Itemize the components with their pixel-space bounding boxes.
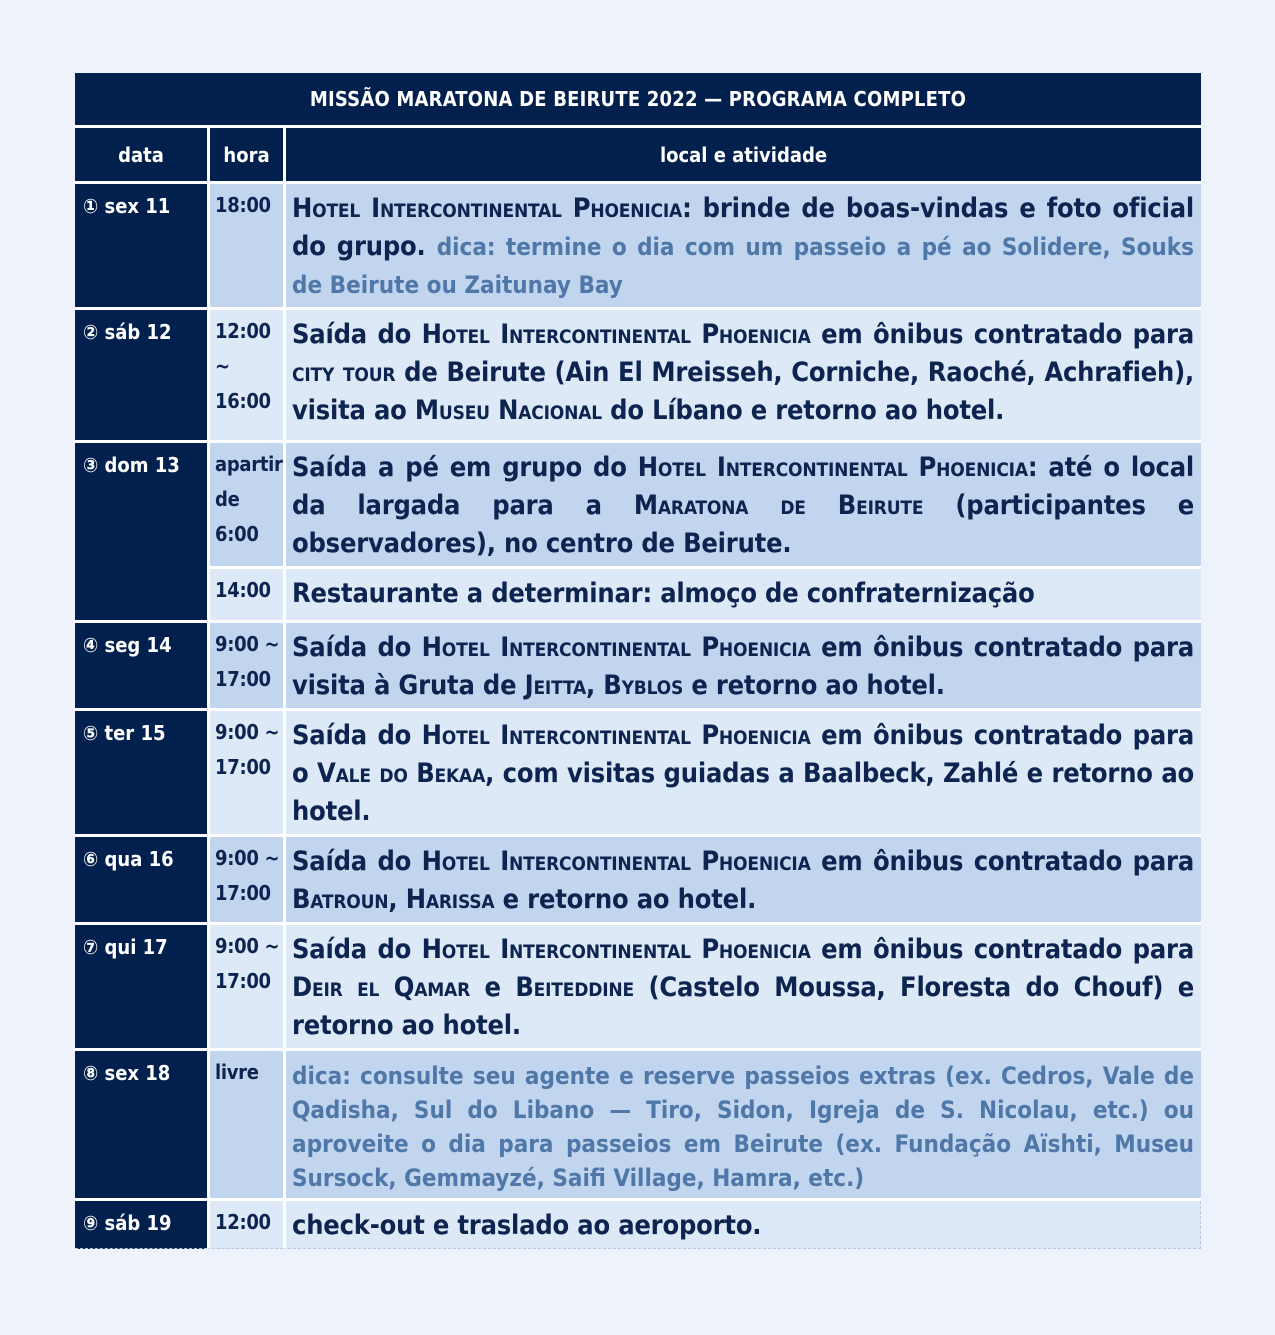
header-row [75,128,1201,184]
activity-text: em ônibus contratado para visita à Gruta de [292,632,1195,701]
time-cell: livre [207,1051,283,1201]
time-cell: 9:00 ~ 17:00 [207,925,283,1051]
activity-text: (participantes e observadores), no centro de Beirute. [292,490,1195,559]
activity-text: Saída do [292,934,422,965]
place-name: Hotel Intercontinental Phoenicia [637,452,1028,483]
time-cell: 9:00 ~ 17:00 [207,837,283,925]
day-label: ④ seg 14 [75,623,207,711]
activity-text: Saída do [292,720,422,751]
schedule-body [75,184,1201,1249]
place-name: Byblos [603,670,684,701]
activity-text: em ônibus contratado para [810,934,1195,965]
activity-text: Saída do [292,632,422,663]
schedule-row [75,184,1201,310]
place-name: Beiteddine [515,972,634,1003]
place-name: Hotel Intercontinental Phoenicia [421,319,811,350]
schedule-row [75,310,1201,443]
tip-text: dica: termine o dia com um passeio a pé ao Solidere, Souks de Beirute ou Zaitunay Bay [292,233,1195,299]
table-title: MISSÃO MARATONA DE BEIRUTE 2022 — PROGRAMA COMPLETO [75,73,1201,128]
schedule-row [75,1201,1201,1249]
header-activity: local e atividade [283,128,1201,184]
activity-text: Saída a pé em grupo do [292,452,638,483]
schedule-row [75,711,1201,837]
activity-cell [283,623,1201,711]
schedule-row [75,443,1201,569]
place-name: Hotel Intercontinental Phoenicia [421,720,811,751]
place-name: Hotel Intercontinental Phoenicia [421,846,811,877]
day-label: ① sex 11 [75,184,207,310]
activity-text: Saída do [292,846,422,877]
place-name: Maratona de Beirute [633,490,924,521]
day-label: ⑥ qua 16 [75,837,207,925]
schedule-row [75,1051,1201,1201]
place-name: Harissa [405,884,495,915]
schedule-table [75,73,1201,1249]
tip-text: dica: consulte seu agente e reserve passeios extras (ex. Cedros, Vale de Qadisha, Sul do Libano — Tiro, Sidon, Igreja de S. Nicolau, etc.) ou aproveite o dia para passeios em Beirute (ex. Fundação Aïshti, Museu Sursock, Gemmayzé, Saifi Village, Hamra, etc.) [292,1062,1195,1192]
time-cell: 12:00 ~ 16:00 [207,310,283,443]
place-name: Jeitta [524,670,587,701]
activity-text: : brinde de boas-vindas e foto oficial do grupo. [292,193,1195,262]
activity-cell [283,569,1201,623]
activity-cell [283,1201,1201,1249]
activity-text: , com visitas guiadas a Baalbeck, Zahlé e retorno ao hotel. [292,758,1195,827]
time-cell: 12:00 [207,1201,283,1249]
activity-text: Restaurante a determinar: almoço de confraternização [292,578,1035,609]
day-label: ⑧ sex 18 [75,1051,207,1201]
place-name: Hotel Intercontinental Phoenicia [421,934,811,965]
time-cell: 9:00 ~ 17:00 [207,623,283,711]
place-name: Hotel Intercontinental Phoenicia [292,193,683,224]
time-cell: 14:00 [207,569,283,623]
time-cell: apartir de 6:00 [207,443,283,569]
schedule-row [75,569,1201,623]
activity-text: do Líbano e retorno ao hotel. [601,395,1005,426]
activity-cell [283,925,1201,1051]
activity-text: em ônibus contratado para [810,319,1195,350]
time-cell: 18:00 [207,184,283,310]
activity-text: : até o local da largada para a [292,452,1194,521]
activity-cell [283,1051,1201,1201]
schedule-row [75,623,1201,711]
day-label: ⑨ sáb 19 [75,1201,207,1249]
header-time: hora [207,128,283,184]
activity-text: de Beirute (Ain El Mreisseh, Corniche, Raoché, Achrafieh), visita ao [292,357,1195,426]
activity-text: e retorno ao hotel. [683,670,945,701]
place-name: Batroun [292,884,389,915]
day-label: ② sáb 12 [75,310,207,443]
activity-cell [283,711,1201,837]
activity-text: em ônibus contratado para [810,846,1195,877]
activity-text: em ônibus contratado para o [292,720,1195,789]
activity-cell [283,837,1201,925]
place-name: Vale do Bekaa [317,758,486,789]
schedule-row [75,837,1201,925]
time-cell: 9:00 ~ 17:00 [207,711,283,837]
schedule-sheet [75,73,1201,1249]
activity-text: Saída do [292,319,422,350]
activity-text: , [388,884,406,915]
activity-text: (Castelo Moussa, Floresta do Chouf) e retorno ao hotel. [292,972,1195,1041]
place-name: city tour [292,357,396,388]
place-name: Museu Nacional [414,395,602,426]
activity-text: check-out e traslado ao aeroporto. [292,1210,762,1241]
place-name: Hotel Intercontinental Phoenicia [421,632,811,663]
activity-text: e retorno ao hotel. [494,884,757,915]
header-date: data [75,128,207,184]
day-label: ③ dom 13 [75,443,207,623]
activity-cell [283,443,1201,569]
activity-cell [283,184,1201,310]
day-label: ⑤ ter 15 [75,711,207,837]
place-name: Deir el Qamar [292,972,471,1003]
day-label: ⑦ qui 17 [75,925,207,1051]
activity-cell [283,310,1201,443]
schedule-row [75,925,1201,1051]
activity-text: , [586,670,604,701]
activity-text: e [470,972,516,1003]
